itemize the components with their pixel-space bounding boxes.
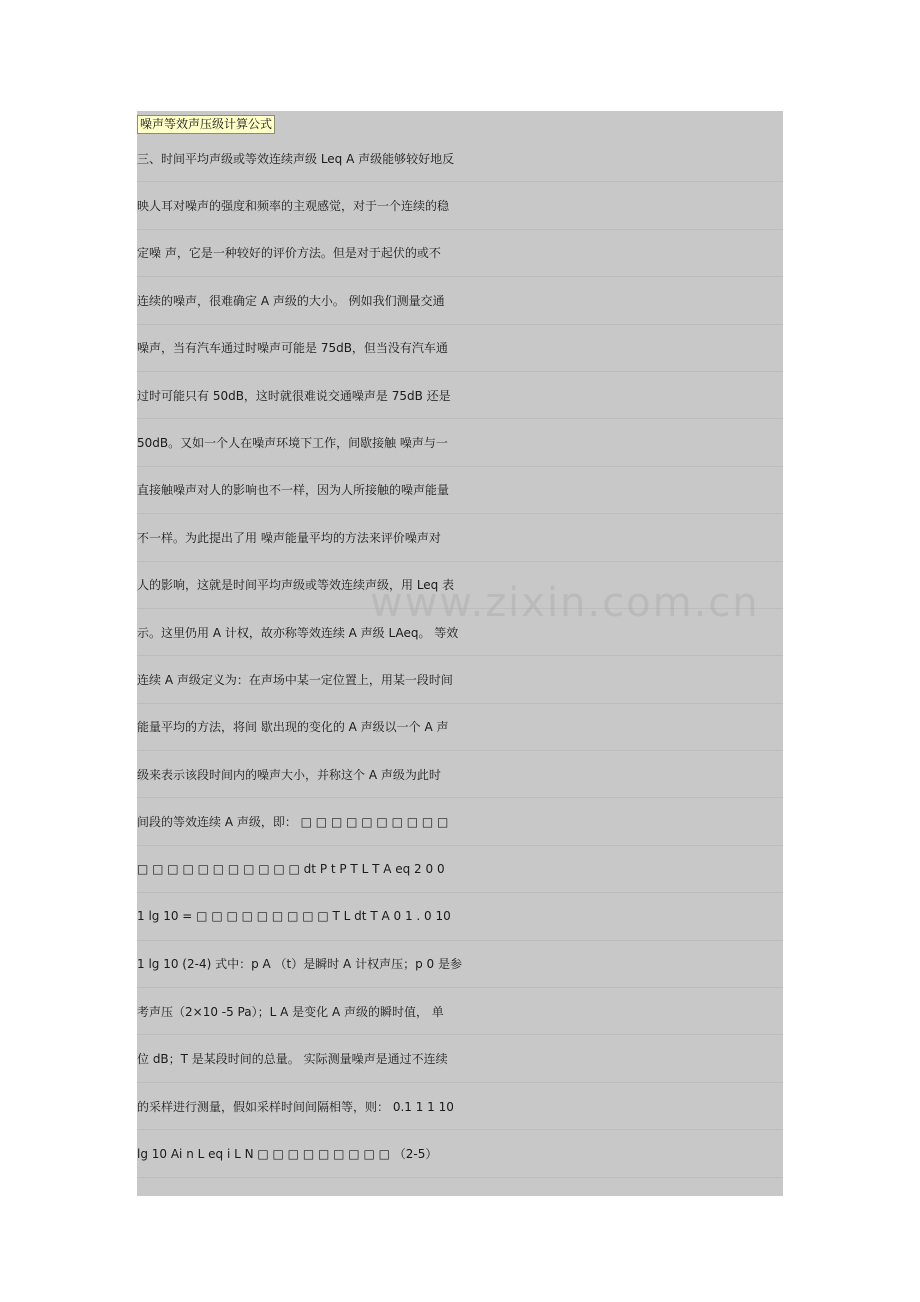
- text-line: 映人耳对噪声的强度和频率的主观感觉，对于一个连续的稳: [137, 182, 783, 229]
- watermark: www.zixin.com.cn: [370, 580, 760, 626]
- text-line: 示。这里仍用 A 计权，故亦称等效连续 A 声级 LAeq。 等效: [137, 609, 783, 656]
- text-line: 能量平均的方法，将间 歇出现的变化的 A 声级以一个 A 声: [137, 704, 783, 751]
- text-line: 间段的等效连续 A 声级，即： □ □ □ □ □ □ □ □ □ □: [137, 798, 783, 845]
- document-title-tag: 噪声等效声压级计算公式: [137, 115, 275, 134]
- text-line: 连续的噪声，很难确定 A 声级的大小。 例如我们测量交通: [137, 277, 783, 324]
- text-line: 1 lg 10 (2-4) 式中：p A （t）是瞬时 A 计权声压；p 0 是参: [137, 941, 783, 988]
- text-line: 50dB。又如一个人在噪声环境下工作，间歇接触 噪声与一: [137, 419, 783, 466]
- text-line: 三、时间平均声级或等效连续声级 Leq A 声级能够较好地反: [137, 135, 783, 182]
- text-line: 不一样。为此提出了用 噪声能量平均的方法来评价噪声对: [137, 514, 783, 561]
- text-line: 考声压（2×10 -5 Pa）；L A 是变化 A 声级的瞬时值， 单: [137, 988, 783, 1035]
- text-line: 直接触噪声对人的影响也不一样，因为人所接触的噪声能量: [137, 467, 783, 514]
- text-line: 的采样进行测量，假如采样时间间隔相等，则： 0.1 1 1 10: [137, 1083, 783, 1130]
- text-line: 连续 A 声级定义为：在声场中某一定位置上，用某一段时间: [137, 656, 783, 703]
- text-line: □ □ □ □ □ □ □ □ □ □ □ dt P t P T L T A eq 2 0 0: [137, 846, 783, 893]
- text-line: 定噪 声，它是一种较好的评价方法。但是对于起伏的或不: [137, 230, 783, 277]
- document-body: [137, 135, 783, 1178]
- text-line: 过时可能只有 50dB，这时就很难说交通噪声是 75dB 还是: [137, 372, 783, 419]
- document-panel: [137, 111, 783, 1196]
- text-line: 噪声，当有汽车通过时噪声可能是 75dB，但当没有汽车通: [137, 325, 783, 372]
- text-line: lg 10 Ai n L eq i L N □ □ □ □ □ □ □ □ □ （2-5）: [137, 1130, 783, 1177]
- text-line: 级来表示该段时间内的噪声大小，并称这个 A 声级为此时: [137, 751, 783, 798]
- text-line: 1 lg 10 = □ □ □ □ □ □ □ □ □ T L dt T A 0 1 . 0 10: [137, 893, 783, 940]
- text-line: 人的影响，这就是时间平均声级或等效连续声级，用 Leq 表: [137, 562, 783, 609]
- text-line: 位 dB；T 是某段时间的总量。 实际测量噪声是通过不连续: [137, 1035, 783, 1082]
